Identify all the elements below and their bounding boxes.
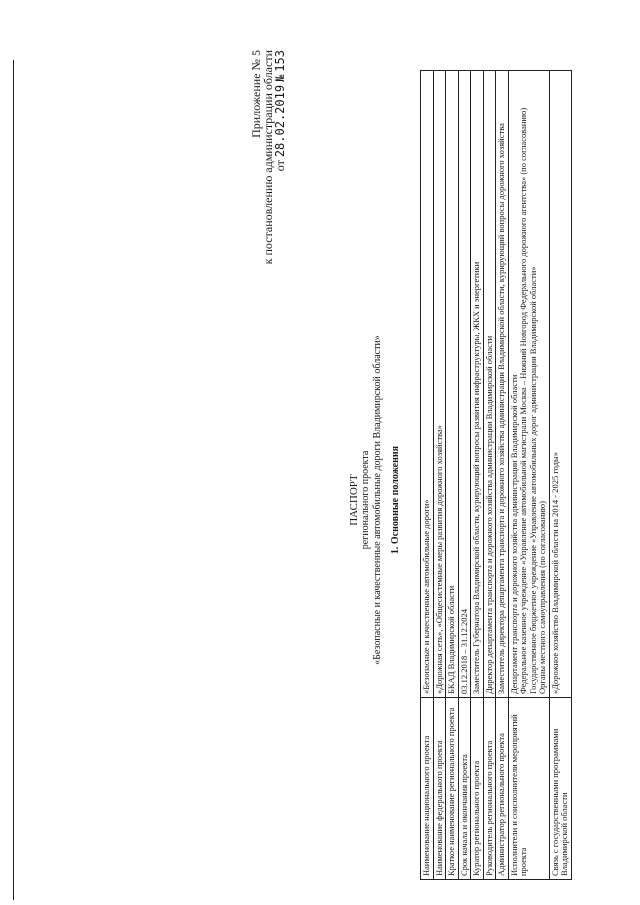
table-row (549, 71, 571, 880)
rotated-page (250, 50, 640, 880)
appendix-number-sign: № (273, 74, 287, 82)
table-row (496, 71, 509, 880)
appendix-number: Приложение № 5 (249, 50, 263, 138)
row-value-cell (508, 71, 549, 698)
row-label: Исполнители и соисполнители мероприятий проекта (508, 698, 549, 880)
table-row (458, 71, 471, 880)
row-value-cell (549, 71, 571, 698)
passport-project-name: «Безопасные и качественные автомобильные дороги Владимирской области» (372, 335, 383, 665)
section-title: 1. Основные положения (390, 445, 401, 555)
row-label: Связь с государственными программами Владимирской области (549, 698, 571, 880)
row-value-cell (496, 71, 509, 698)
row-label: Руководитель регионального проекта (483, 698, 496, 880)
row-value: «Дорожное хозяйство Владимирской области на 2014 - 2025 годы» (549, 452, 560, 694)
table-row (471, 71, 484, 880)
appendix-resolution-number: 153 (273, 50, 287, 72)
row-label: Наименование национального проекта (421, 698, 434, 880)
table-row (446, 71, 459, 880)
appendix-block (250, 50, 286, 320)
row-value: Федеральное казенное учреждение «Управление автомобильной магистрали Москва – Нижний Новгород Федерального дорожного агентства» (по согласованию) (518, 107, 528, 694)
passport-heading (348, 120, 384, 880)
row-value: Департамент транспорта и дорожного хозяйства администрации Владимирской области (508, 374, 519, 694)
row-label: Срок начала и окончания проекта (458, 698, 471, 880)
row-label: Администратор регионального проекта (496, 698, 509, 880)
row-value-cell (433, 71, 446, 698)
table-row (483, 71, 496, 880)
row-value-cell (471, 71, 484, 698)
row-value: БКАД Владимирской области (446, 585, 456, 694)
row-value: Заместитель директора департамента транспорта и дорожного хозяйства администрации Владимирской области, курирующий вопросы дорожного хозяйства (496, 123, 506, 694)
row-value: «Дорожная сеть», «Общесистемные меры развития дорожного хозяйства» (433, 425, 444, 694)
row-value: Органы местного самоуправления (по согласованию) (537, 501, 547, 694)
row-label: Куратор регионального проекта (471, 698, 484, 880)
appendix-date: 28.02.2019 (273, 84, 287, 158)
passport-table (420, 70, 572, 880)
passport-title: ПАСПОРТ (348, 474, 360, 526)
table-row (508, 71, 549, 880)
row-value: «Безопасные и качественные автомобильные дороги» (421, 499, 431, 694)
table-row (421, 71, 434, 880)
row-value-cell (483, 71, 496, 698)
passport-subtitle: регионального проекта (360, 450, 371, 550)
row-value: Директор департамента транспорта и дорожного хозяйства администрации Владимирской области (483, 335, 494, 694)
row-value: Государственное бюджетное учреждение «Управление автомобильных дорог администрации Владимирской области» (527, 266, 538, 694)
appendix-resolution-line: к постановлению администрации области (261, 50, 275, 265)
table-row (433, 71, 446, 880)
appendix-date-prefix: от (273, 160, 287, 172)
row-value: 03.12.2018 – 31.12.2024 (458, 609, 469, 694)
row-value-cell (458, 71, 471, 698)
row-label: Наименование федерального проекта (433, 698, 446, 880)
row-value-cell (446, 71, 459, 698)
page-edge-line (13, 60, 14, 900)
row-label: Краткое наименование регионального проекта (446, 698, 459, 880)
row-value-cell (421, 71, 434, 698)
row-value: Заместитель Губернатора Владимирской области, курирующий вопросы развития инфраструктуры, ЖКХ и энергетики (471, 261, 481, 694)
appendix-date-line (274, 50, 286, 320)
